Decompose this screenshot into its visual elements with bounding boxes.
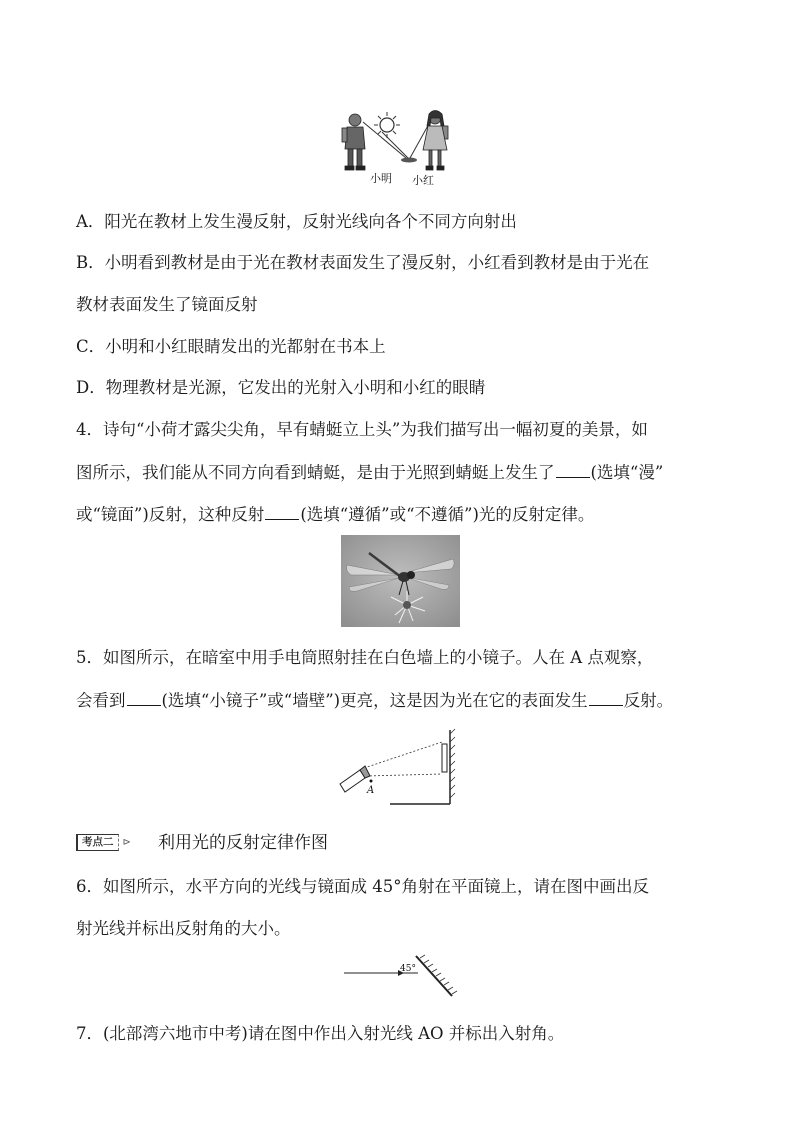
q7-line1: 7．(北部湾六地市中考)请在图中作出入射光线 AO 并标出入射角。 bbox=[76, 1024, 565, 1043]
tag-arrow-icon: ⊳ bbox=[122, 837, 131, 848]
flashlight-mirror-figure bbox=[334, 726, 464, 808]
q3-option-b-line1: B．小明看到教材是由于光在教材表面发生了漫反射，小红看到教材是由于光在 bbox=[76, 253, 650, 272]
q6-line2: 射光线并标出反射角的大小。 bbox=[76, 919, 291, 938]
section-tag-label: 考点二 bbox=[76, 834, 119, 851]
girl-figure bbox=[423, 111, 448, 171]
label-xiaoming: 小明 bbox=[370, 172, 392, 185]
dragonfly-photo bbox=[341, 535, 460, 627]
q4-line1: 4．诗句“小荷才露尖尖角，早有蜻蜓立上头”为我们描写出一幅初夏的美景，如 bbox=[76, 420, 648, 439]
q5-line2-text-a: 会看到 bbox=[76, 691, 126, 710]
point-a-label: A bbox=[367, 785, 375, 796]
plane-mirror bbox=[416, 955, 457, 996]
answer-blank-q5-1[interactable] bbox=[127, 689, 161, 706]
label-xiaohong: 小红 bbox=[412, 174, 434, 187]
q4-line3-text-b: (选填“遵循”或“不遵循”)光的反射定律。 bbox=[300, 505, 595, 524]
answer-blank-q4-2[interactable] bbox=[265, 503, 299, 520]
q4-line3 bbox=[76, 503, 736, 526]
q4-line2 bbox=[76, 461, 736, 484]
q4-line2-text-b: (选填“漫” bbox=[590, 463, 664, 482]
mirror-45-figure bbox=[340, 952, 460, 1002]
q3-option-c: C．小明和小红眼睛发出的光都射在书本上 bbox=[76, 337, 386, 356]
q4-line3-text-a: 或“镜面”)反射，这种反射 bbox=[76, 505, 265, 524]
book-icon bbox=[401, 158, 417, 163]
q3-option-a: A．阳光在教材上发生漫反射，反射光线向各个不同方向射出 bbox=[76, 212, 517, 231]
figure-children-sun-book bbox=[330, 108, 460, 190]
q5-line1: 5．如图所示，在暗室中用手电筒照射挂在白色墙上的小镜子。人在 A 点观察， bbox=[76, 648, 654, 667]
answer-blank-q5-2[interactable] bbox=[589, 689, 623, 706]
answer-blank-q4-1[interactable] bbox=[556, 461, 590, 478]
q5-line2-text-c: 反射。 bbox=[623, 691, 674, 710]
section-tag bbox=[76, 834, 131, 851]
q5-line2 bbox=[76, 689, 736, 712]
q4-line2-text-a: 图所示，我们能从不同方向看到蜻蜓，是由于光照到蜻蜓上发生了 bbox=[76, 463, 555, 482]
light-rays bbox=[363, 122, 430, 158]
q3-option-b-line2: 教材表面发生了镜面反射 bbox=[76, 295, 258, 314]
q5-line2-text-b: (选填“小镜子”或“墙壁”)更亮，这是因为光在它的表面发生 bbox=[161, 691, 588, 710]
angle-label: 45° bbox=[400, 964, 416, 974]
flashlight-icon bbox=[340, 766, 370, 792]
small-mirror bbox=[442, 744, 447, 772]
q6-line1: 6．如图所示，水平方向的光线与镜面成 45°角射在平面镜上，请在图中画出反 bbox=[76, 877, 649, 896]
section-title: 利用光的反射定律作图 bbox=[158, 833, 328, 853]
q3-option-d: D．物理教材是光源，它发出的光射入小明和小红的眼睛 bbox=[76, 378, 486, 397]
boy-figure bbox=[342, 114, 365, 170]
